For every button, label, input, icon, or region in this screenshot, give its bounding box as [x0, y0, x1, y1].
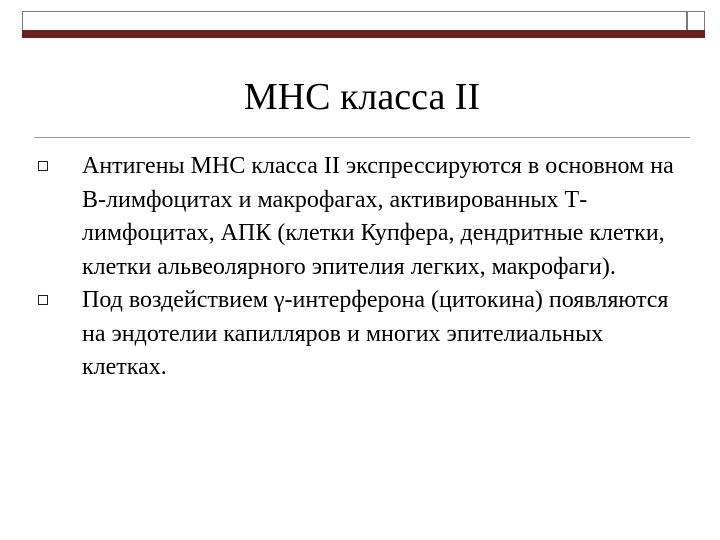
bullet-item: [38, 284, 678, 385]
bullet-list: [38, 150, 678, 385]
bullet-text: Антигены МНС класса II экспрессируются в основном на В-лимфоцитах и макрофагах, активированных Т-лимфоцитах, АПК (клетки Купфера, дендритные клетки, клетки альвеолярного эпителия легких, макрофаги).: [82, 153, 674, 280]
corner-decoration-fill: [687, 30, 705, 38]
header-accent-bar: [22, 30, 687, 38]
bullet-item: [38, 150, 678, 284]
title-divider: [34, 137, 690, 138]
slide-title: МНС класса II: [243, 76, 481, 118]
square-bullet-icon: [38, 295, 48, 305]
bullet-text: Под воздействием γ-интерферона (цитокина) появляются на эндотелии капилляров и многих эпителиальных клетках.: [82, 287, 669, 380]
square-bullet-icon: [38, 161, 48, 171]
